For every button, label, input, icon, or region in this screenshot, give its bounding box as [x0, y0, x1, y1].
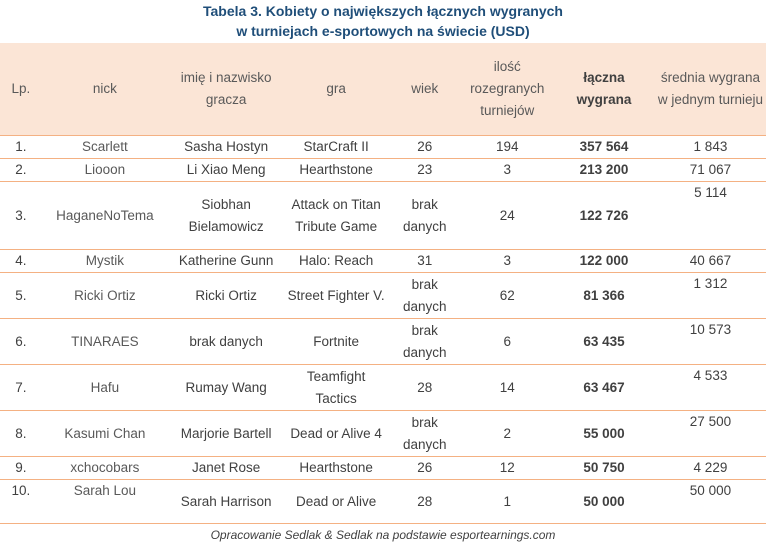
- cell-lp: 2.: [0, 159, 42, 182]
- cell-name: Janet Rose: [168, 457, 284, 480]
- header-total: łączna wygrana: [553, 43, 655, 136]
- cell-nick: Kasumi Chan: [42, 411, 168, 457]
- cell-lp: 7.: [0, 365, 42, 411]
- cell-total: 63 467: [553, 365, 655, 411]
- cell-total: 122 726: [553, 182, 655, 250]
- table-row: [0, 136, 766, 159]
- cell-lp: 5.: [0, 273, 42, 319]
- cell-age: brak danych: [388, 273, 461, 319]
- cell-game: Dead or Alive: [284, 480, 388, 524]
- table-row: [0, 273, 766, 319]
- cell-game: Dead or Alive 4: [284, 411, 388, 457]
- cell-age: 28: [388, 365, 461, 411]
- header-row: [0, 43, 766, 136]
- header-count: ilość rozegranych turniejów: [461, 43, 553, 136]
- cell-count: 3: [461, 159, 553, 182]
- cell-nick: Liooon: [42, 159, 168, 182]
- header-age: wiek: [388, 43, 461, 136]
- cell-nick: xchocobars: [42, 457, 168, 480]
- cell-name: Ricki Ortiz: [168, 273, 284, 319]
- cell-lp: 1.: [0, 136, 42, 159]
- header-lp: Lp.: [0, 43, 42, 136]
- cell-count: 3: [461, 250, 553, 273]
- cell-game: Hearthstone: [284, 159, 388, 182]
- cell-name: brak danych: [168, 319, 284, 365]
- cell-count: 14: [461, 365, 553, 411]
- cell-avg: 50 000: [655, 480, 766, 524]
- cell-game: Hearthstone: [284, 457, 388, 480]
- cell-total: 81 366: [553, 273, 655, 319]
- cell-age: 26: [388, 136, 461, 159]
- cell-lp: 8.: [0, 411, 42, 457]
- cell-lp: 3.: [0, 182, 42, 250]
- cell-age: 31: [388, 250, 461, 273]
- table-row: [0, 480, 766, 524]
- table-title-line1: Tabela 3. Kobiety o największych łącznych wygranych: [203, 3, 563, 19]
- cell-game: Street Fighter V.: [284, 273, 388, 319]
- cell-avg: 4 533: [655, 365, 766, 411]
- cell-count: 1: [461, 480, 553, 524]
- table-row: [0, 182, 766, 250]
- winnings-table: [0, 43, 766, 524]
- header-game: gra: [284, 43, 388, 136]
- cell-count: 24: [461, 182, 553, 250]
- table-row: [0, 319, 766, 365]
- cell-nick: Scarlett: [42, 136, 168, 159]
- header-avg: średnia wygrana w jednym turnieju: [655, 43, 766, 136]
- cell-avg: 1 312: [655, 273, 766, 319]
- cell-count: 62: [461, 273, 553, 319]
- cell-lp: 4.: [0, 250, 42, 273]
- cell-lp: 9.: [0, 457, 42, 480]
- table-title-line2: w turniejach e-sportowych na świecie (USD): [236, 23, 530, 39]
- cell-game: Fortnite: [284, 319, 388, 365]
- cell-age: 26: [388, 457, 461, 480]
- cell-avg: 5 114: [655, 182, 766, 250]
- cell-nick: Hafu: [42, 365, 168, 411]
- cell-name: Katherine Gunn: [168, 250, 284, 273]
- cell-count: 2: [461, 411, 553, 457]
- cell-lp: 10.: [0, 480, 42, 524]
- table-row: [0, 159, 766, 182]
- cell-total: 213 200: [553, 159, 655, 182]
- cell-total: 50 000: [553, 480, 655, 524]
- table-row: [0, 457, 766, 480]
- cell-game: Teamfight Tactics: [284, 365, 388, 411]
- cell-lp: 6.: [0, 319, 42, 365]
- cell-total: 55 000: [553, 411, 655, 457]
- table-row: [0, 250, 766, 273]
- table-row: [0, 411, 766, 457]
- cell-total: 50 750: [553, 457, 655, 480]
- table-body: [0, 136, 766, 524]
- cell-name: Sarah Harrison: [168, 480, 284, 524]
- cell-avg: 1 843: [655, 136, 766, 159]
- cell-avg: 40 667: [655, 250, 766, 273]
- cell-count: 194: [461, 136, 553, 159]
- cell-name: Li Xiao Meng: [168, 159, 284, 182]
- cell-total: 63 435: [553, 319, 655, 365]
- cell-name: Rumay Wang: [168, 365, 284, 411]
- cell-name: Sasha Hostyn: [168, 136, 284, 159]
- cell-total: 357 564: [553, 136, 655, 159]
- cell-game: Attack on Titan Tribute Game: [284, 182, 388, 250]
- cell-nick: Mystik: [42, 250, 168, 273]
- cell-avg: 10 573: [655, 319, 766, 365]
- cell-total: 122 000: [553, 250, 655, 273]
- header-name: imię i nazwisko gracza: [168, 43, 284, 136]
- cell-name: Siobhan Bielamowicz: [168, 182, 284, 250]
- table-title: [0, 0, 766, 41]
- cell-age: 23: [388, 159, 461, 182]
- cell-nick: Ricki Ortiz: [42, 273, 168, 319]
- cell-game: Halo: Reach: [284, 250, 388, 273]
- header-nick: nick: [42, 43, 168, 136]
- cell-count: 6: [461, 319, 553, 365]
- cell-count: 12: [461, 457, 553, 480]
- cell-age: brak danych: [388, 411, 461, 457]
- cell-name: Marjorie Bartell: [168, 411, 284, 457]
- cell-age: 28: [388, 480, 461, 524]
- cell-avg: 4 229: [655, 457, 766, 480]
- cell-avg: 71 067: [655, 159, 766, 182]
- cell-age: brak danych: [388, 319, 461, 365]
- cell-nick: Sarah Lou: [42, 480, 168, 524]
- cell-game: StarCraft II: [284, 136, 388, 159]
- source-note: Opracowanie Sedlak & Sedlak na podstawie esportearnings.com: [210, 528, 556, 542]
- table-row: [0, 365, 766, 411]
- cell-nick: TINARAES: [42, 319, 168, 365]
- cell-age: brak danych: [388, 182, 461, 250]
- cell-nick: HaganeNoTema: [42, 182, 168, 250]
- cell-avg: 27 500: [655, 411, 766, 457]
